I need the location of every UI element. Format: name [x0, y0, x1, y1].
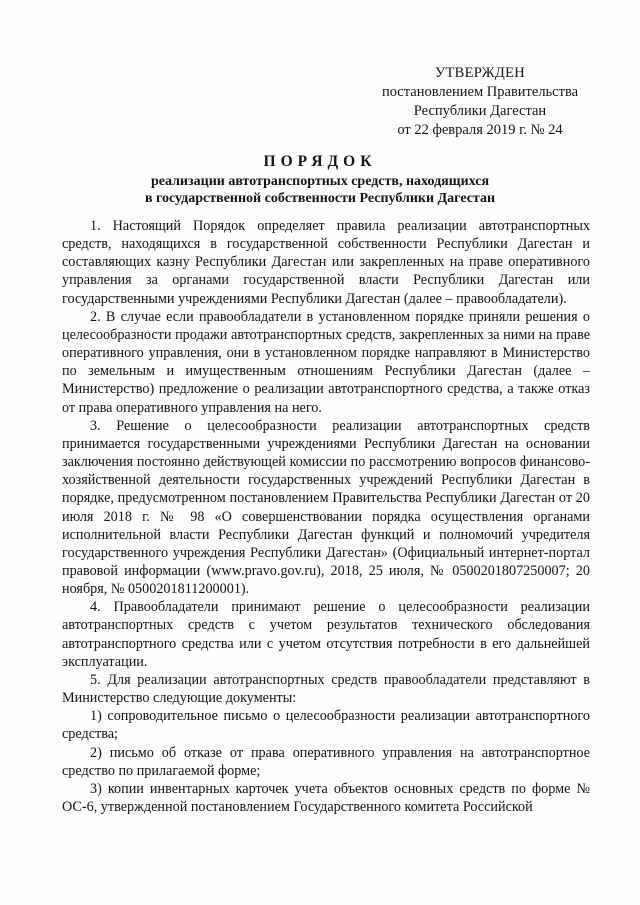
approval-line: постановлением Правительства — [381, 84, 579, 100]
approval-date: от 22 февраля 2019 г. № 24 — [397, 122, 563, 138]
title-main: ПОРЯДОК — [263, 153, 377, 170]
paragraph-5: 5. Для реализации автотранспортных средств правообладатели представляют в Министерство следующие документы: — [62, 671, 590, 707]
approval-heading: УТВЕРЖДЕН — [434, 65, 526, 81]
approval-stamp — [365, 64, 595, 140]
title-subtitle: реализации автотранспортных средств, находящихся — [150, 174, 490, 189]
list-item-3: 3) копии инвентарных карточек учета объектов основных средств по форме № ОС-6, утвержденной постановлением Государственного комитета Российской — [62, 780, 590, 815]
paragraph-3: 3. Решение о целесообразности реализации автотранспортных средств принимается государственными учреждениями Республики Дагестан на основании заключения постоянно действующей комиссии по рассмотрению вопросов финансово-хозяйственной деятельности государственных учреждений Республики Дагестан в порядке, предусмотренном постановлением Правительства Республики Дагестан от 20 июля 2018 г. № 98 «О совершенствовании порядка осуществления органами исполнительной власти Республики Дагестан функций и полномочий учредителя государственного учреждения Республики Дагестан» (Официальный интернет-портал правовой информации (www.pravo.gov.ru), 2018, 25 июля, № 0500201807250007; 20 ноября, № 0500201811200001). — [62, 417, 590, 598]
paragraph-1: 1. Настоящий Порядок определяет правила реализации автотранспортных средств, находящихся в государственной собственности Республики Дагестан и составляющих казну Республики Дагестан или закрепленных на праве оперативного управления за органами государственной власти Республики Дагестан или государственными учреждениями Республики Дагестан (далее – правообладатели). — [62, 218, 590, 307]
list-item-1: 1) сопроводительное письмо о целесообразности реализации автотранспортного средства; — [62, 708, 590, 743]
approval-line: Республики Дагестан — [413, 103, 547, 119]
paragraph-2: 2. В случае если правообладатели в установленном порядке приняли решения о целесообразности продажи автотранспортных средств, закрепленных за ними на праве оперативного управления, они в установленном порядке направляют в Министерство по земельным и имущественным отношениям Республики Дагестан (далее – Министерство) предложение о реализации автотранспортного средства, а также отказ от права оперативного управления на него. — [62, 308, 590, 416]
document-title — [60, 153, 580, 207]
paragraph-4: 4. Правообладатели принимают решение о целесообразности реализации автотранспортных средств с учетом результатов технического обследования автотранспортного средства или с учетом отсутствия потребности в его дальнейшей эксплуатации. — [62, 599, 590, 670]
document-body — [62, 217, 590, 816]
list-item-2: 2) письмо об отказе от права оперативного управления на автотранспортное средство по прилагаемой форме; — [62, 744, 590, 779]
title-subtitle: в государственной собственности Республики Дагестан — [144, 191, 496, 206]
